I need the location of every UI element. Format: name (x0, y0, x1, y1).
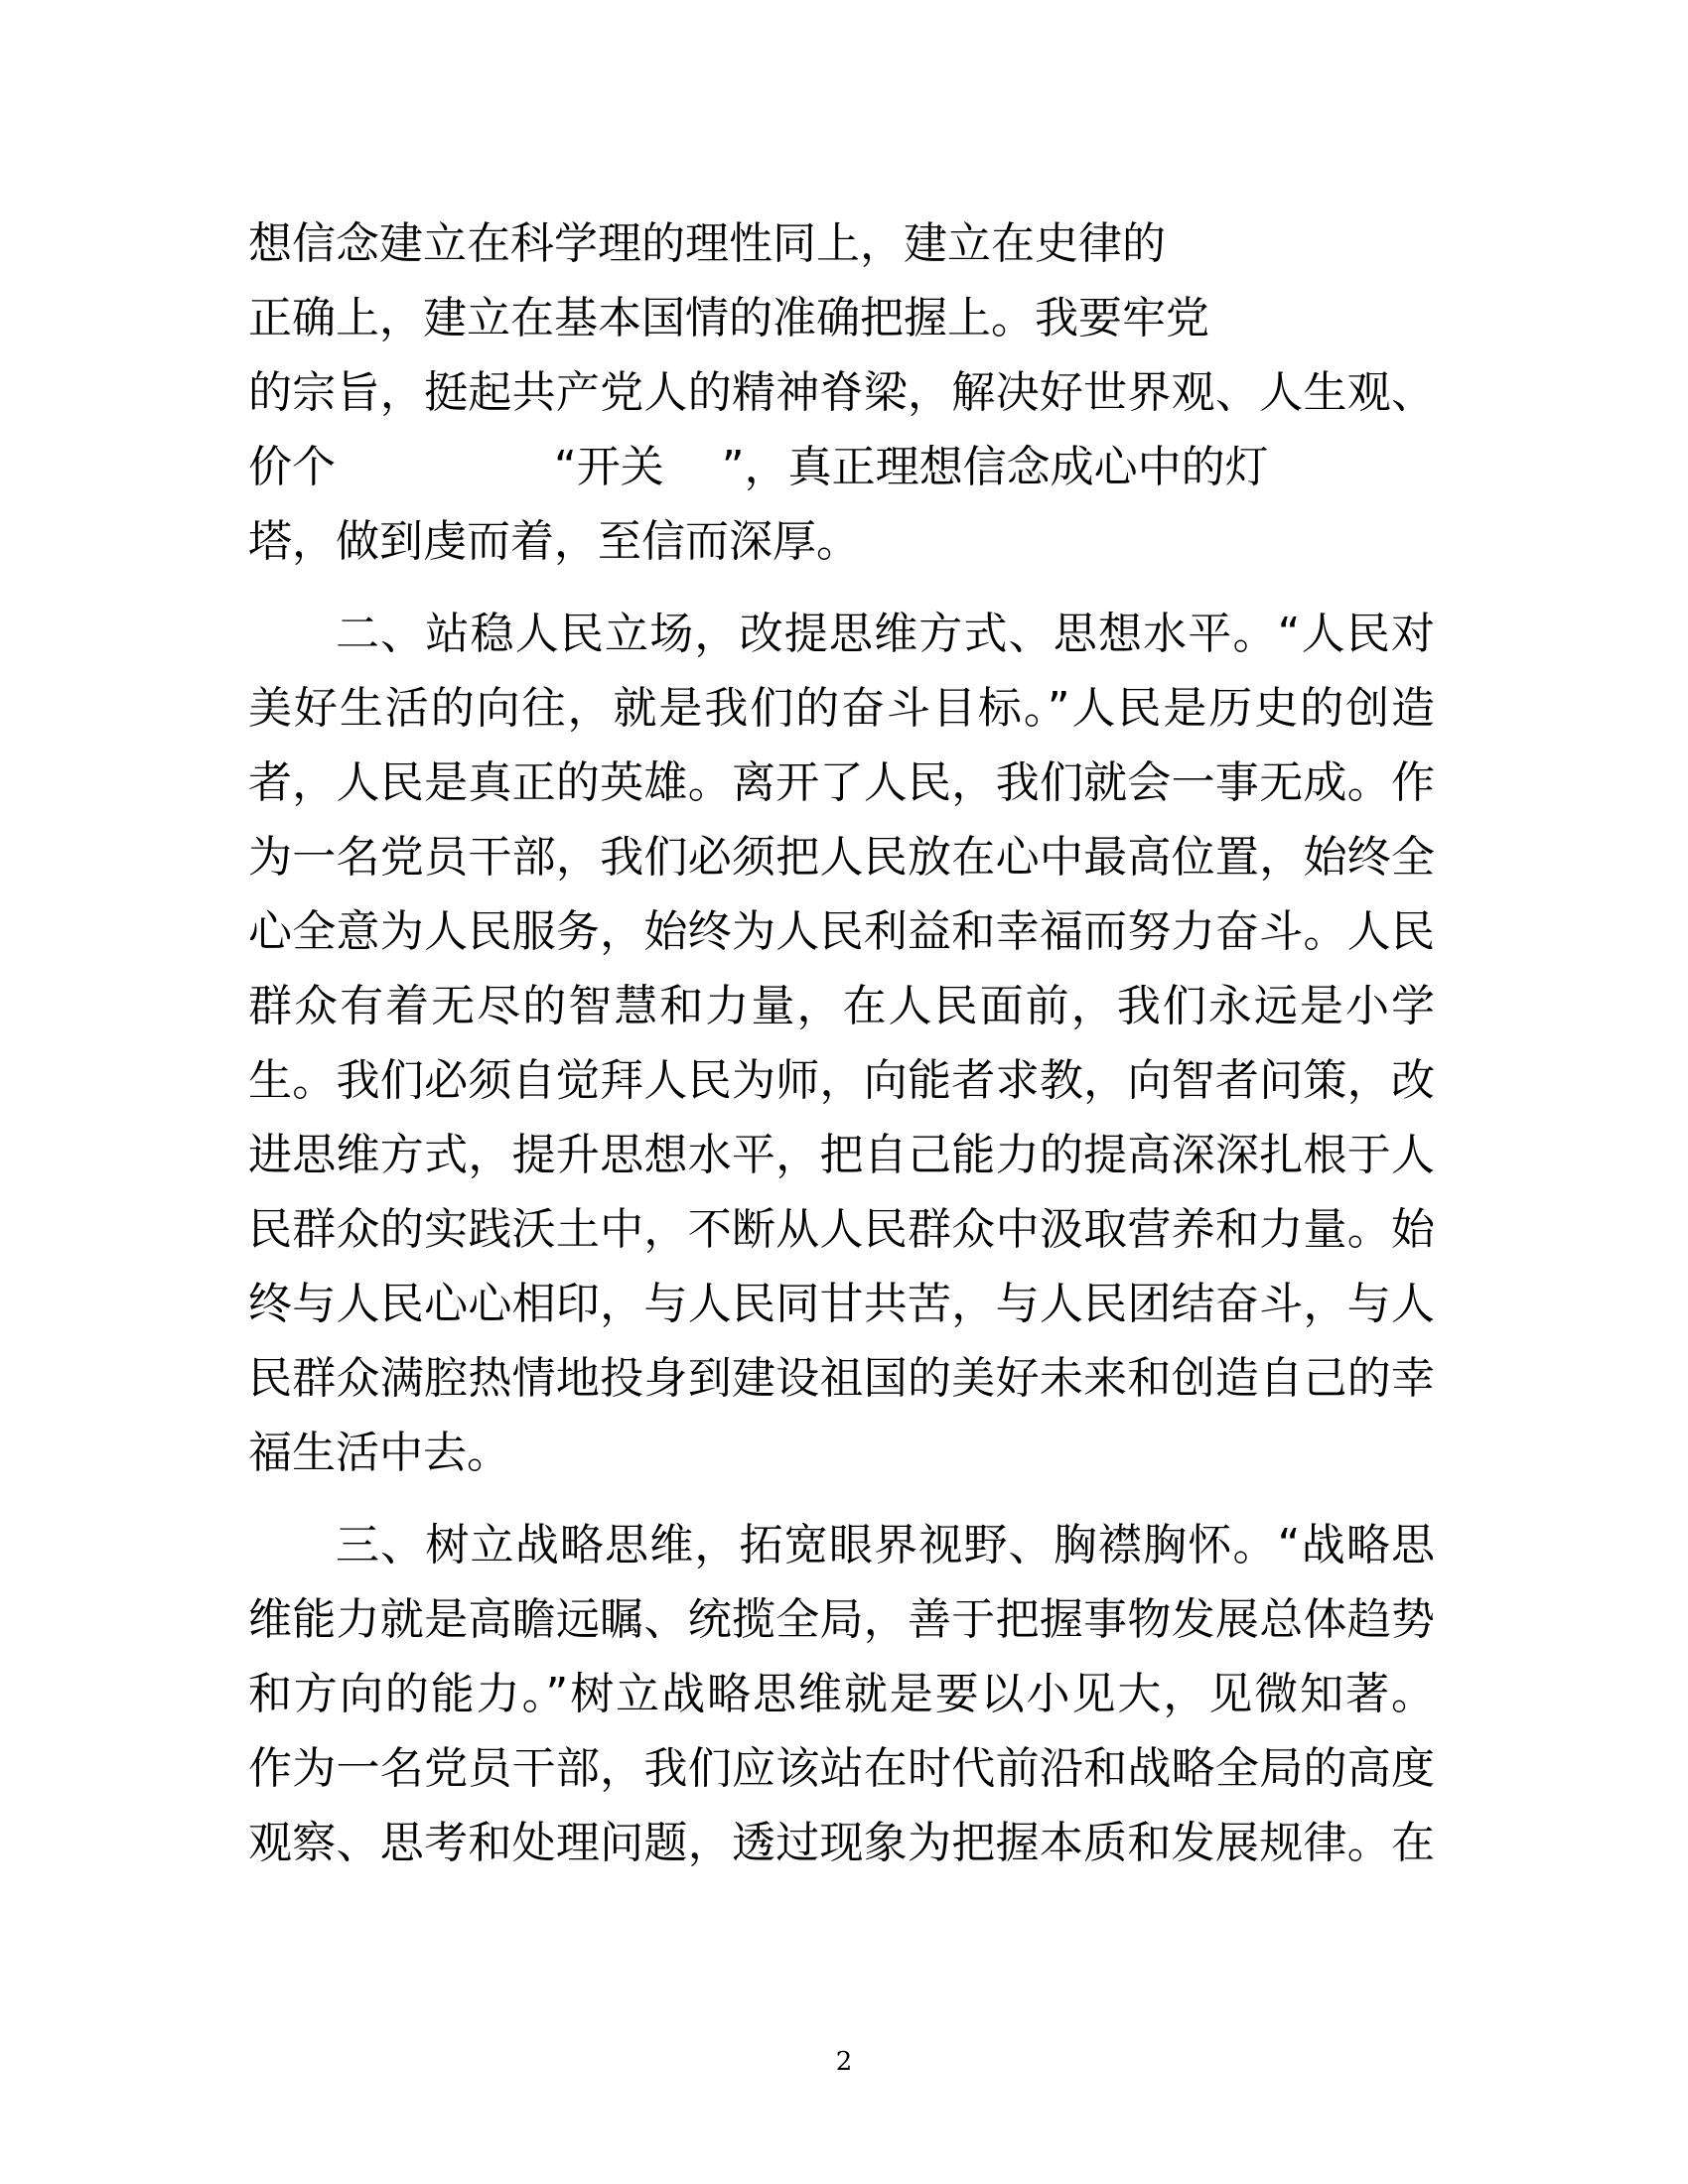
text-line: 群众有着无尽的智慧和力量，在人民面前，我们永远是小学 (248, 981, 1435, 1031)
text-line: 观察、思考和处理问题，透过现象为把握本质和发展规律。在 (248, 1818, 1435, 1868)
text-line: 者，人民是真正的英雄。离开了人民，我们就会一事无成。作 (248, 757, 1435, 808)
text-line: 终与人民心心相印，与人民同甘共苦，与人民团结奋斗，与人 (248, 1279, 1435, 1329)
text-line: 生。我们必须自觉拜人民为师，向能者求教，向智者问策，改 (248, 1055, 1435, 1106)
text-line: 民群众满腔热情地投身到建设祖国的美好未来和创造自己的幸 (248, 1353, 1435, 1404)
text-line: 价个 “开关 ”，真正理想信念成心中的灯 (248, 442, 1269, 492)
text-line: 美好生活的向往，就是我们的奋斗目标。”人民是历史的创造 (248, 683, 1435, 734)
page-number: 2 (835, 2047, 853, 2077)
text-line: 正确上，建立在基本国情的准确把握上。我要牢党 (248, 293, 1209, 343)
text-line: 的宗旨，挺起共产党人的精神脊梁，解决好世界观、人生观、 (248, 367, 1435, 418)
paragraph-heading-line: 二、站稳人民立场，改提思维方式、思想水平。“人民对 (336, 609, 1435, 659)
text-line: 维能力就是高瞻远瞩、统揽全局，善于把握事物发展总体趋势 (248, 1594, 1435, 1645)
text-line: 进思维方式，提升思想水平，把自己能力的提高深深扎根于人 (248, 1130, 1435, 1180)
text-line: 想信念建立在科学理的理性同上，建立在史律的 (248, 218, 1166, 269)
text-line: 心全意为人民服务，始终为人民利益和幸福而努力奋斗。人民 (248, 906, 1435, 957)
text-line: 塔，做到虔而着，至信而深厚。 (248, 516, 860, 567)
text-line: 福生活中去。 (248, 1428, 510, 1478)
text-line: 民群众的实践沃土中，不断从人民群众中汲取营养和力量。始 (248, 1204, 1435, 1255)
paragraph-heading-line: 三、树立战略思维，拓宽眼界视野、胸襟胸怀。“战略思 (336, 1520, 1435, 1570)
text-line: 作为一名党员干部，我们应该站在时代前沿和战略全局的高度 (248, 1743, 1435, 1794)
text-line: 和方向的能力。”树立战略思维就是要以小见大，见微知著。 (248, 1669, 1435, 1719)
text-line: 为一名党员干部，我们必须把人民放在心中最高位置，始终全 (248, 832, 1435, 883)
